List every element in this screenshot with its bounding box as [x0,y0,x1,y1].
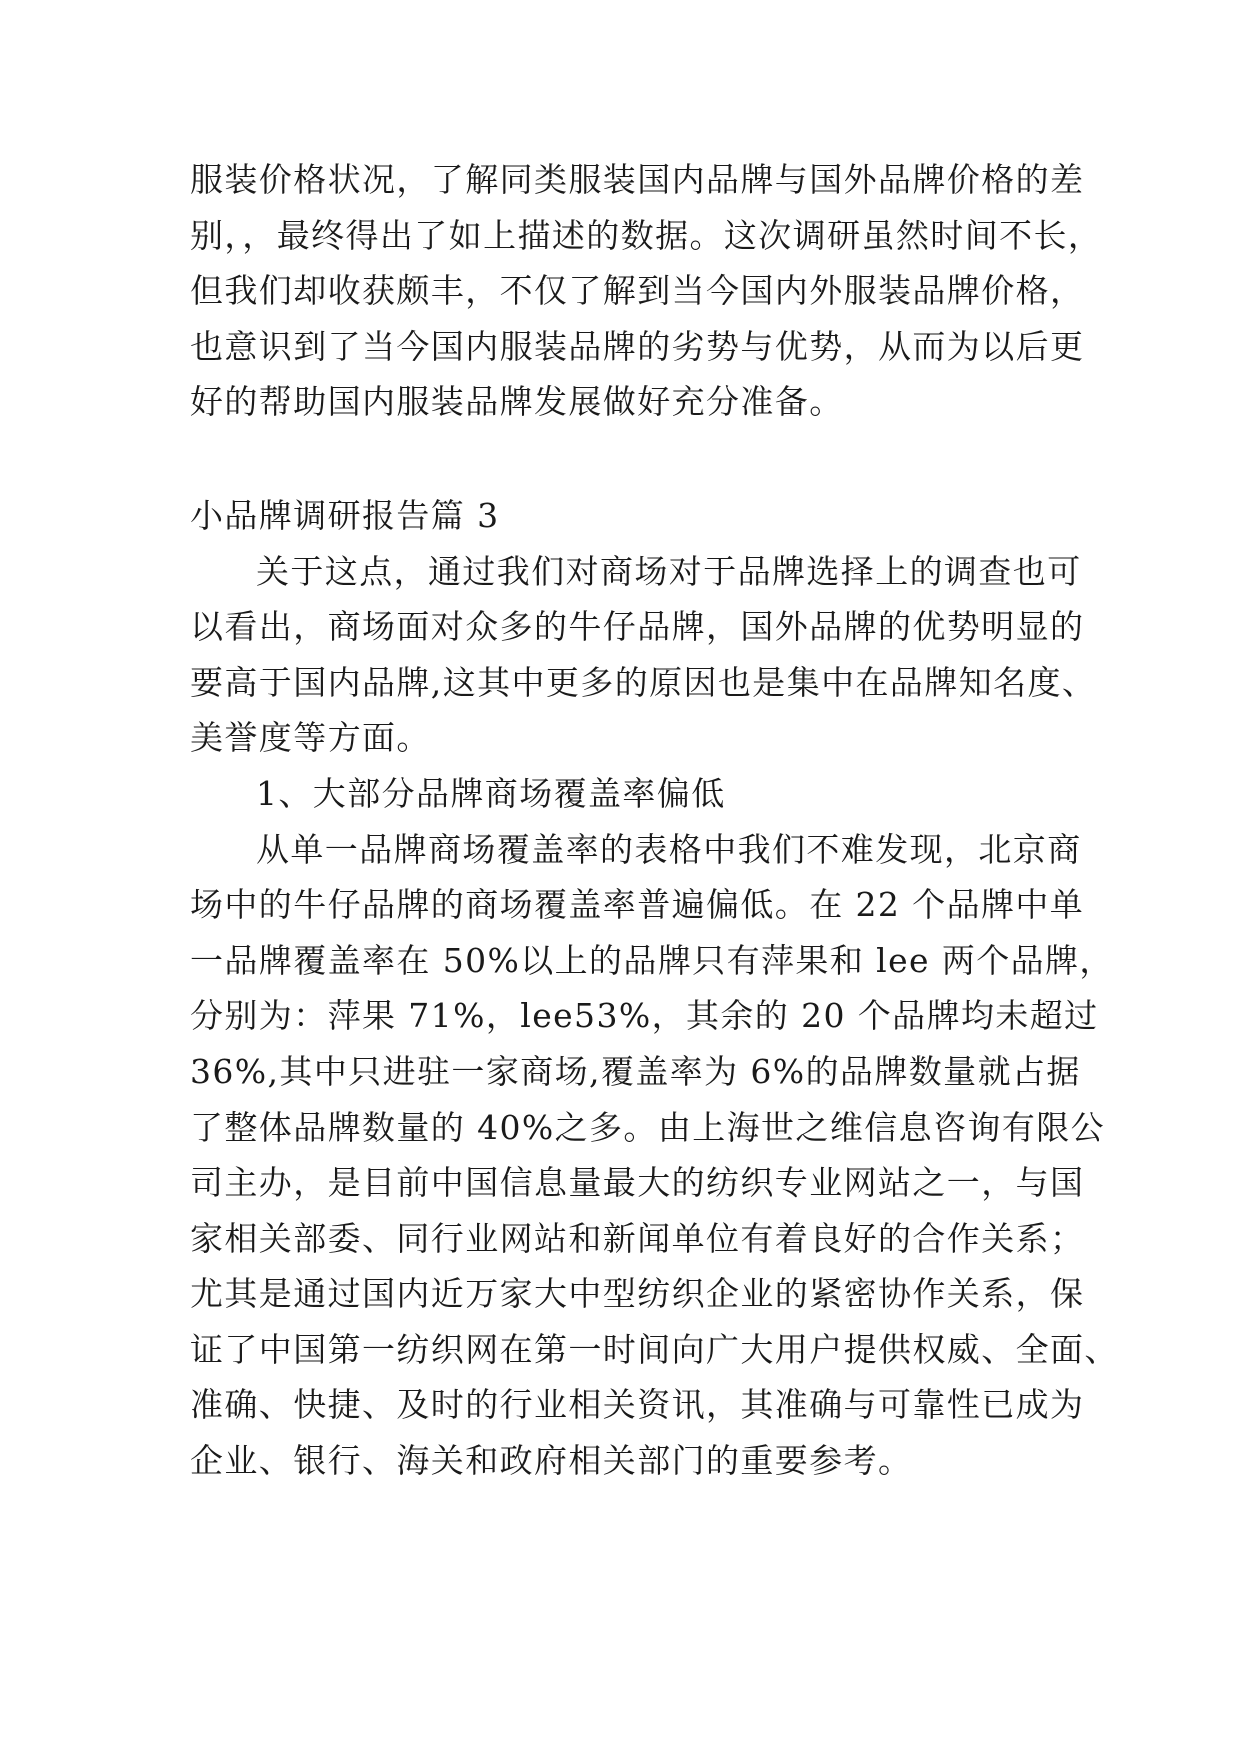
paragraph-line: 服装价格状况，了解同类服装国内品牌与国外品牌价格的差 [190,160,1085,199]
paragraph-line: 关于这点，通过我们对商场对于品牌选择上的调查也可 [256,551,1082,591]
paragraph-line: 美誉度等方面。 [190,718,431,758]
paragraph-1 [190,152,1103,430]
paragraph-line: 但我们却收获颇丰，不仅了解到当今国内外服装品牌价格， [190,271,1085,311]
paragraph-line: 以看出，商场面对众多的牛仔品牌，国外品牌的优势明显的 [190,607,1085,647]
paragraph-line: 要高于国内品牌,这其中更多的原因也是集中在品牌知名度、 [190,662,1097,702]
paragraph-line: 场中的牛仔品牌的商场覆盖率普遍偏低。在 22 个品牌中单 [190,885,1085,925]
paragraph-line: 别，，最终得出了如上描述的数据。这次调研虽然时间不长， [190,215,1103,255]
section-heading: 小品牌调研报告篇 3 [190,495,500,535]
paragraph-line: 尤其是通过国内近万家大中型纺织企业的紧密协作关系，保 [190,1274,1085,1314]
paragraph-line: 了整体品牌数量的 40%之多。由上海世之维信息咨询有限公 [190,1107,1106,1147]
subheading: 1、大部分品牌商场覆盖率偏低 [256,773,726,813]
paragraph-line: 36%,其中只进驻一家商场,覆盖率为 6%的品牌数量就占据 [190,1051,1081,1091]
paragraph-line: 也意识到了当今国内服装品牌的劣势与优势，从而为以后更 [190,326,1085,366]
paragraph-line: 准确、快捷、及时的行业相关资讯，其准确与可靠性已成为 [190,1385,1085,1425]
paragraph-line: 家相关部委、同行业网站和新闻单位有着良好的合作关系； [190,1218,1085,1258]
paragraph-line: 好的帮助国内服装品牌发展做好充分准备。 [190,382,844,422]
paragraph-line: 司主办，是目前中国信息量最大的纺织专业网站之一，与国 [190,1163,1085,1203]
paragraph-3 [190,822,1119,1489]
paragraph-line: 从单一品牌商场覆盖率的表格中我们不难发现，北京商 [256,829,1082,869]
paragraph-line: 分别为：萍果 71%，lee53%，其余的 20 个品牌均未超过 [190,996,1099,1036]
paragraph-2 [190,544,1097,766]
document-page [190,152,1119,1489]
section-spacer [190,430,1070,488]
paragraph-line: 一品牌覆盖率在 50%以上的品牌只有萍果和 lee 两个品牌， [190,940,1114,980]
paragraph-line: 证了中国第一纺织网在第一时间向广大用户提供权威、全面、 [190,1329,1119,1369]
paragraph-line: 企业、银行、海关和政府相关部门的重要参考。 [190,1441,913,1481]
